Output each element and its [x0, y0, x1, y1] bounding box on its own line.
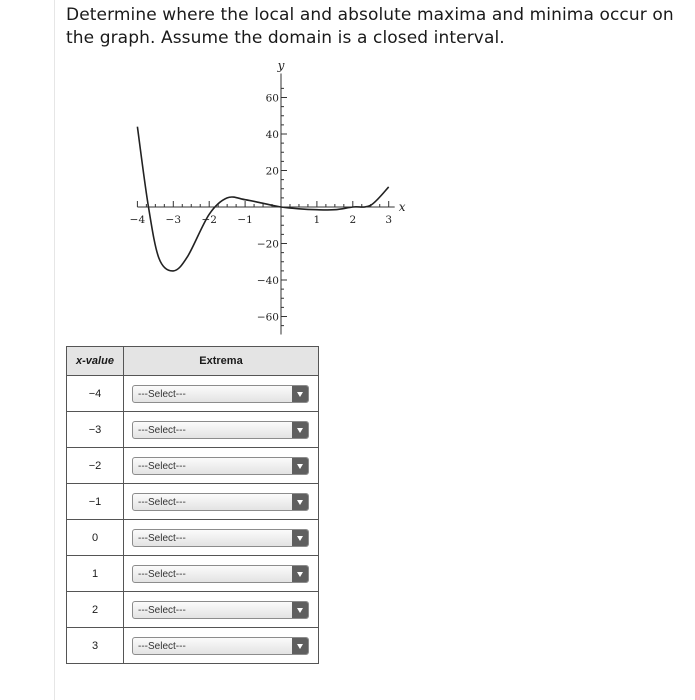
extrema-select-value: ---Select--- — [138, 460, 186, 472]
x-tick-label: 2 — [349, 214, 357, 226]
extrema-select[interactable] — [132, 385, 309, 403]
dropdown-arrow-icon[interactable] — [292, 638, 308, 654]
table-row — [67, 520, 319, 556]
x-value-header: x-value — [67, 347, 124, 376]
extrema-select-value: ---Select--- — [138, 568, 186, 580]
extrema-select-value: ---Select--- — [138, 640, 186, 652]
table-row — [67, 484, 319, 520]
extrema-select[interactable] — [132, 457, 309, 475]
table-row — [67, 376, 319, 412]
extrema-cell — [124, 376, 319, 412]
extrema-cell — [124, 556, 319, 592]
extrema-select-value: ---Select--- — [138, 496, 186, 508]
x-value-cell: 2 — [67, 592, 124, 628]
dropdown-arrow-icon[interactable] — [292, 458, 308, 474]
extrema-select[interactable] — [132, 529, 309, 547]
function-graph — [0, 0, 695, 345]
y-tick-label: 20 — [265, 165, 279, 178]
extrema-select-value: ---Select--- — [138, 388, 186, 400]
y-tick-label: 40 — [265, 129, 279, 141]
y-axis-label: y — [277, 58, 285, 73]
y-tick-label: −20 — [256, 238, 279, 251]
extrema-cell — [124, 448, 319, 484]
table-row — [67, 556, 319, 592]
table-row — [67, 592, 319, 628]
table-row — [67, 448, 319, 484]
extrema-table — [66, 346, 319, 664]
x-value-cell: −3 — [67, 412, 124, 448]
extrema-cell — [124, 484, 319, 520]
extrema-select[interactable] — [132, 421, 309, 439]
x-axis-label: x — [398, 200, 406, 214]
y-tick-label: 60 — [265, 92, 279, 105]
extrema-header: Extrema — [124, 347, 319, 376]
x-tick-label: 3 — [385, 214, 393, 226]
dropdown-arrow-icon[interactable] — [292, 566, 308, 582]
dropdown-arrow-icon[interactable] — [292, 530, 308, 546]
x-value-cell: −1 — [67, 484, 124, 520]
table-header-row — [67, 347, 319, 376]
table-row — [67, 628, 319, 664]
extrema-cell — [124, 628, 319, 664]
dropdown-arrow-icon[interactable] — [292, 386, 308, 402]
x-value-cell: 1 — [67, 556, 124, 592]
x-value-cell: 3 — [67, 628, 124, 664]
question-text: Determine where the local and absolute maxima and minima occur on the graph. Assume the domain is a closed interval. — [66, 5, 674, 48]
x-tick-label: −3 — [165, 214, 182, 226]
x-value-cell: 0 — [67, 520, 124, 556]
y-tick-label: −40 — [256, 275, 279, 287]
extrema-select[interactable] — [132, 565, 309, 583]
extrema-select[interactable] — [132, 493, 309, 511]
x-value-cell: −4 — [67, 376, 124, 412]
table-row — [67, 412, 319, 448]
extrema-cell — [124, 412, 319, 448]
y-tick-label: −60 — [256, 311, 279, 324]
extrema-cell — [124, 520, 319, 556]
x-tick-label: −2 — [201, 214, 217, 226]
dropdown-arrow-icon[interactable] — [292, 602, 308, 618]
extrema-select[interactable] — [132, 601, 309, 619]
x-tick-label: −4 — [129, 214, 146, 226]
extrema-cell — [124, 592, 319, 628]
extrema-select-value: ---Select--- — [138, 424, 186, 436]
x-value-cell: −2 — [67, 448, 124, 484]
extrema-select-value: ---Select--- — [138, 532, 186, 544]
extrema-select[interactable] — [132, 637, 309, 655]
extrema-select-value: ---Select--- — [138, 604, 186, 616]
dropdown-arrow-icon[interactable] — [292, 494, 308, 510]
dropdown-arrow-icon[interactable] — [292, 422, 308, 438]
x-tick-label: 1 — [313, 214, 321, 226]
x-tick-label: −1 — [237, 214, 253, 226]
